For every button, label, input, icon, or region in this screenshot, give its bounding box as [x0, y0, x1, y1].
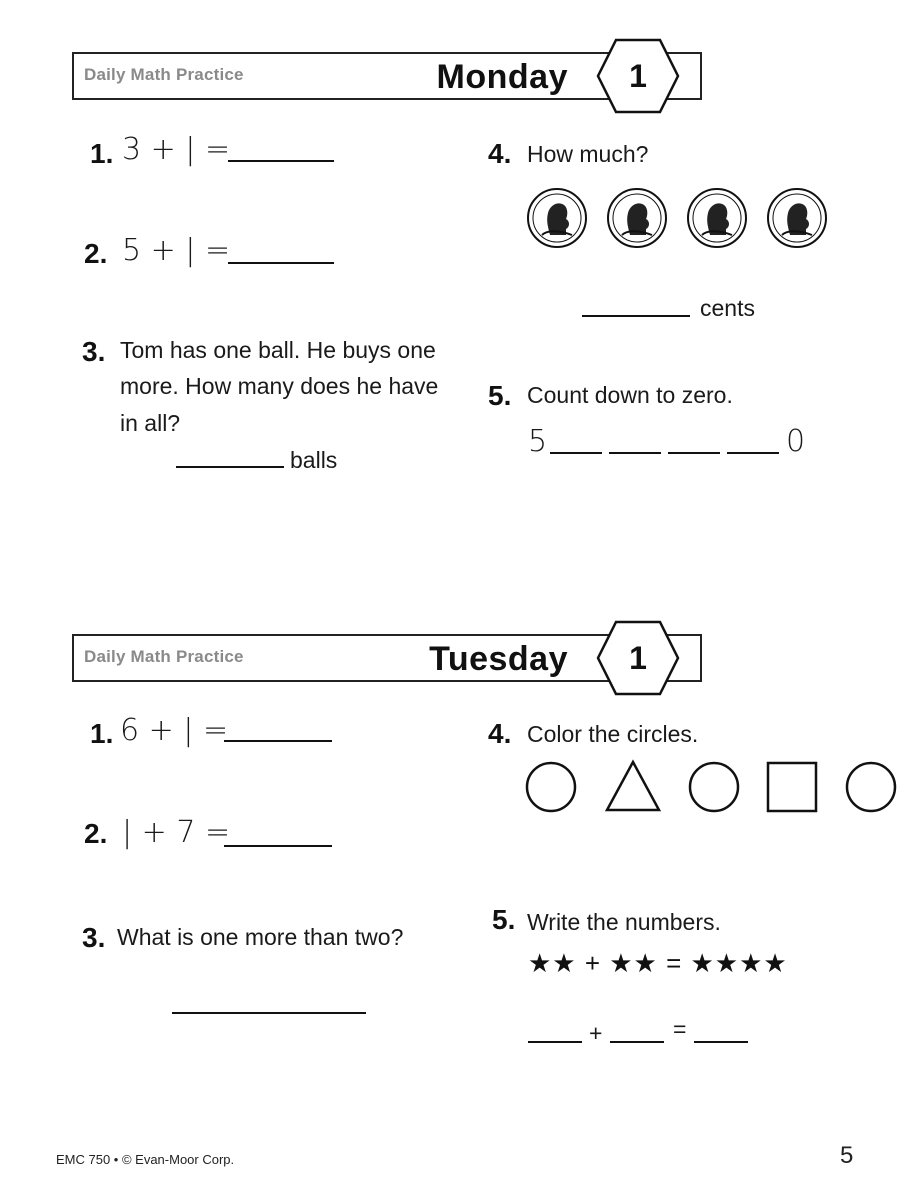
question-number: 5. — [492, 904, 516, 935]
addition-expression: 5 + | = — [122, 233, 231, 268]
footer-copyright: EMC 750 • © Evan-Moor Corp. — [56, 1152, 235, 1167]
answer-line[interactable] — [228, 160, 334, 162]
question-text: Color the circles. — [527, 721, 699, 747]
question-text: How much? — [527, 141, 649, 167]
circle-shape[interactable] — [688, 761, 740, 813]
question-number: 4. — [488, 718, 512, 749]
circle-shape[interactable] — [525, 761, 577, 813]
equals-sign: = — [673, 1016, 687, 1042]
penny-coin-icon — [606, 187, 668, 249]
word-problem-line: more. How many does he have — [120, 373, 439, 399]
answer-line[interactable] — [668, 452, 720, 454]
week-number: 1 — [629, 640, 647, 676]
answer-line[interactable] — [228, 262, 334, 264]
answer-line[interactable] — [610, 1041, 664, 1043]
answer-line[interactable] — [609, 452, 661, 454]
word-problem-line: in all? — [120, 410, 181, 436]
word-problem-line: Tom has one ball. He buys one — [120, 337, 436, 363]
addition-expression: 3 + | = — [122, 132, 231, 167]
triangle-shape[interactable] — [604, 759, 662, 813]
unit-label: balls — [290, 447, 338, 473]
week-number: 1 — [629, 58, 647, 94]
answer-line[interactable] — [176, 466, 284, 468]
answer-line[interactable] — [582, 315, 690, 317]
question-number: 5. — [488, 380, 512, 411]
square-shape[interactable] — [766, 761, 818, 813]
answer-line[interactable] — [727, 452, 779, 454]
penny-coin-icon — [686, 187, 748, 249]
answer-line[interactable] — [224, 740, 332, 742]
question-number: 1. — [90, 718, 114, 749]
count-start-number: 5 — [528, 424, 548, 459]
penny-coin-icon — [526, 187, 588, 249]
question-number: 2. — [84, 818, 108, 849]
answer-line[interactable] — [172, 1012, 366, 1014]
brand-label: Daily Math Practice — [84, 65, 244, 84]
circle-shape[interactable] — [845, 761, 897, 813]
penny-coin-icon — [766, 187, 828, 249]
plus-sign: + — [589, 1020, 603, 1046]
answer-line[interactable] — [694, 1041, 748, 1043]
day-title: Monday — [436, 58, 568, 96]
question-number: 2. — [84, 238, 108, 269]
page-number: 5 — [840, 1142, 854, 1169]
addition-expression: 6 + | = — [120, 713, 229, 748]
question-number: 3. — [82, 922, 106, 953]
brand-label: Daily Math Practice — [84, 647, 244, 666]
day-title: Tuesday — [429, 640, 568, 678]
question-text: Write the numbers. — [527, 909, 721, 935]
unit-label: cents — [700, 295, 755, 321]
answer-line[interactable] — [550, 452, 602, 454]
answer-line[interactable] — [528, 1041, 582, 1043]
star-equation: ★★ + ★★ = ★★★★ — [528, 948, 788, 978]
question-number: 4. — [488, 138, 512, 169]
question-number: 3. — [82, 336, 106, 367]
question-text: What is one more than two? — [117, 924, 404, 950]
count-end-number: 0 — [786, 424, 806, 459]
question-text: Count down to zero. — [527, 382, 733, 408]
answer-line[interactable] — [224, 845, 332, 847]
addition-expression: | + 7 = — [122, 815, 231, 850]
question-number: 1. — [90, 138, 114, 169]
